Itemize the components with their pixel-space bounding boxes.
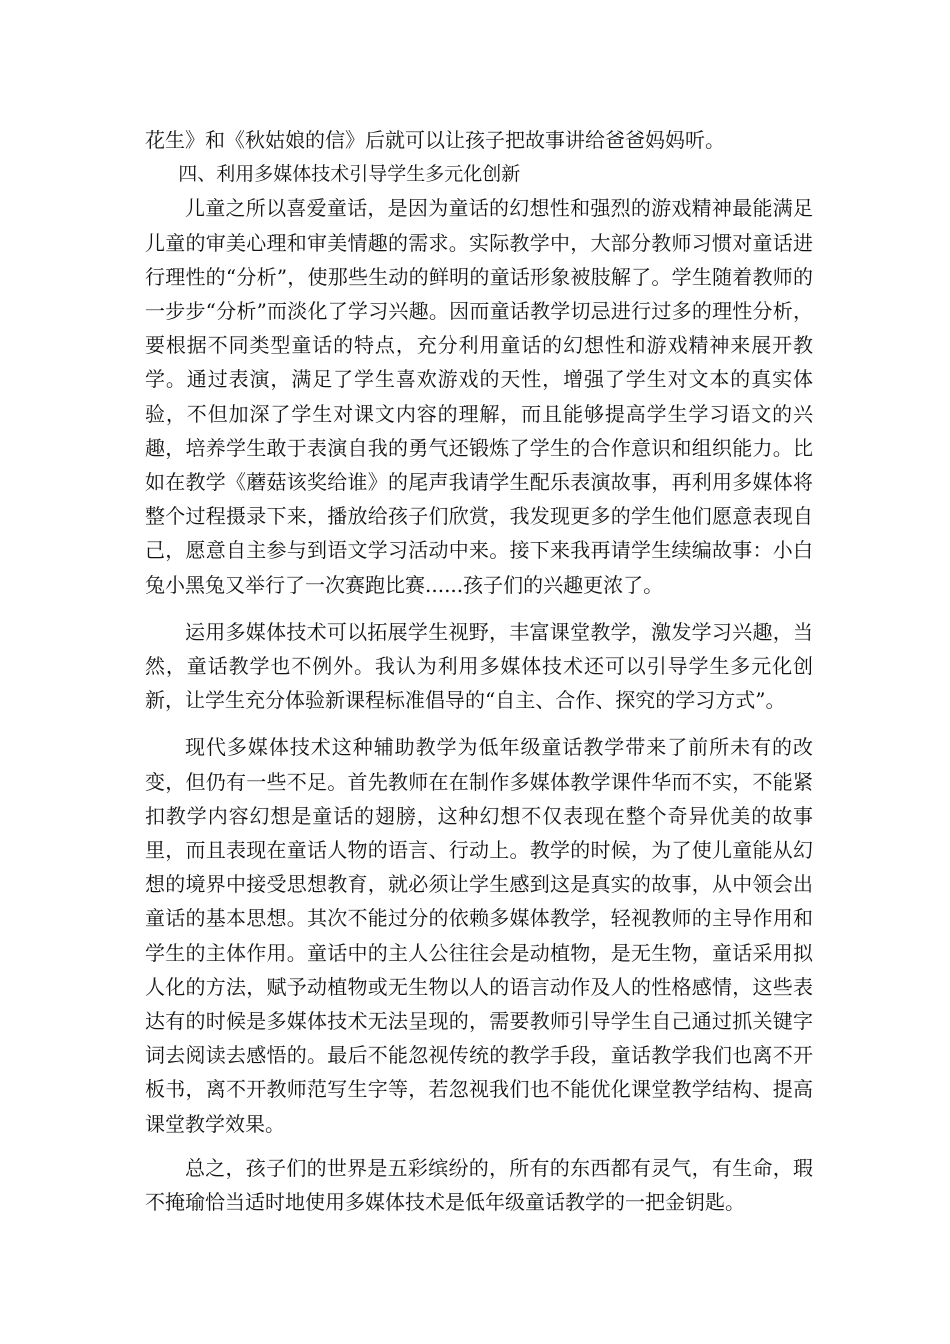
paragraph-multimedia-shortcomings: 现代多媒体技术这种辅助教学为低年级童话教学带来了前所未有的改变，但仍有一些不足。首先教师在在制作多媒体教学课件华而不实，不能紧扣教学内容幻想是童话的翅膀，这种幻想不仅表现在整个奇异优美的故事里，而且表现在童话人物的语言、行动上。教学的时候，为了使儿童能从幻想的境界中接受思想教育，就必须让学生感到这是真实的故事，从中领会出童话的基本思想。其次不能过分的依赖多媒体教学，轻视教师的主导作用和学生的主体作用。童话中的主人公往往会是动植物，是无生物，童话采用拟人化的方法，赋予动植物或无生物以人的语言动作及人的性格感情，这些表达有的时候是多媒体技术无法呈现的，需要教师引导学生自己通过抓关键字词去阅读去感悟的。最后不能忽视传统的教学手段，童话教学我们也离不开板书，离不开教师范写生字等，若忽视我们也不能优化课堂教学结构、提高课堂教学效果。 [145, 735, 813, 1136]
paragraph-continuation: 花生》和《秋姑娘的信》后就可以让孩子把故事讲给爸爸妈妈听。 [145, 128, 725, 152]
paragraph-fairy-tale-analysis: 儿童之所以喜爱童话，是因为童话的幻想性和强烈的游戏精神最能满足儿童的审美心理和审美情趣的需求。实际教学中，大部分教师习惯对童话进行理性的“分析”，使那些生动的鲜明的童话形象被肢解了。学生随着教师的一步步“分析”而淡化了学习兴趣。因而童话教学切忌进行过多的理性分析，要根据不同类型童话的特点，充分利用童话的幻想性和游戏精神来展开教学。通过表演，满足了学生喜欢游戏的天性，增强了学生对文本的真实体验，不但加深了学生对课文内容的理解，而且能够提高学生学习语文的兴趣，培养学生敢于表演自我的勇气还锻炼了学生的合作意识和组织能力。比如在教学《蘑菇该奖给谁》的尾声我请学生配乐表演故事，再利用多媒体将整个过程摄录下来，播放给孩子们欣赏，我发现更多的学生他们愿意表现自己，愿意自主参与到语文学习活动中来。接下来我再请学生续编故事：小白兔小黑兔又举行了一次赛跑比赛......孩子们的兴趣更浓了。 [145, 196, 813, 597]
paragraph-conclusion: 总之，孩子们的世界是五彩缤纷的，所有的东西都有灵气，有生命，瑕不掩瑜恰当适时地使用多媒体技术是低年级童话教学的一把金钥匙。 [145, 1155, 813, 1215]
document-body [145, 123, 813, 1219]
section-heading: 四、利用多媒体技术引导学生多元化创新 [178, 163, 521, 186]
paragraph-multimedia-benefits: 运用多媒体技术可以拓展学生视野，丰富课堂教学，激发学习兴趣，当然，童话教学也不例外。我认为利用多媒体技术还可以引导学生多元化创新，让学生充分体验新课程标准倡导的“自主、合作、探究的学习方式”。 [145, 619, 813, 713]
